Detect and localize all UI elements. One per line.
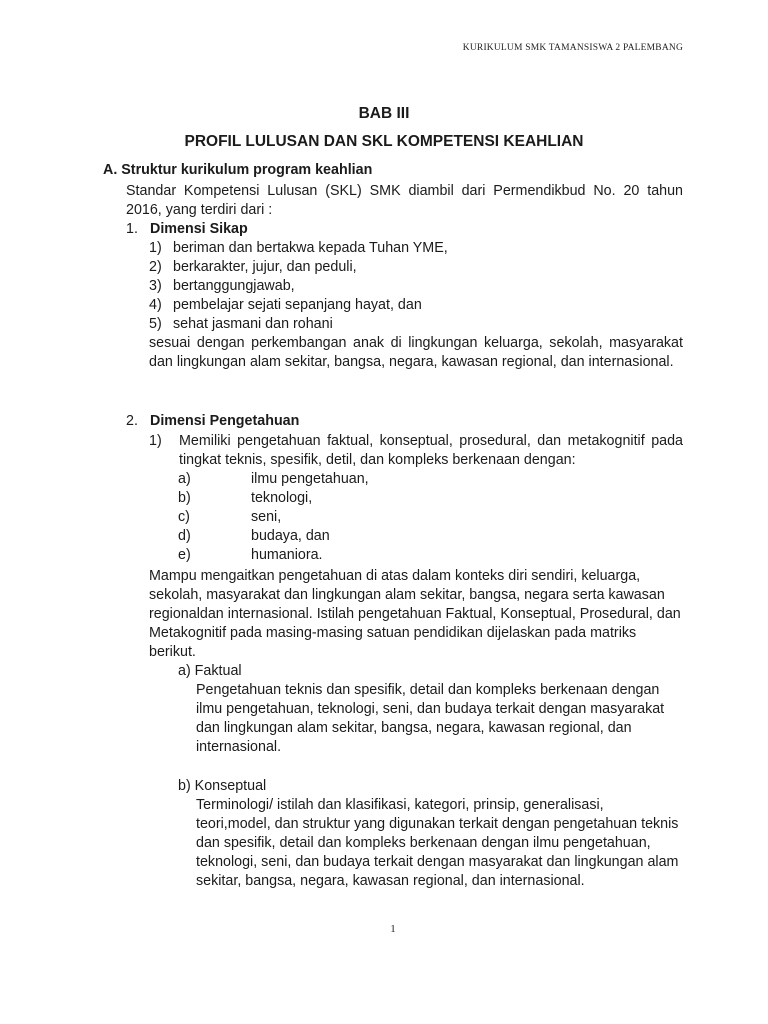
faktual-text: Pengetahuan teknis dan spesifik, detail dan kompleks berkenaan dengan ilmu pengetahuan, teknologi, seni, dan budaya terkait dengan masyarakat dan lingkungan alam sekitar, bangsa, negara, kawasan regional, dan internasional. — [196, 682, 665, 755]
knowledge-paragraph: Mampu mengaitkan pengetahuan di atas dalam konteks diri sendiri, keluarga, sekolah, masyarakat dan lingkungan alam sekitar, bangsa, negara serta kawasan regionaldan internasional. Istilah pengetahuan Faktual, Konseptual, Prosedural, dan Metakognitif pada masing-masing satuan pendidikan dijelaskan pada matriks berikut. — [149, 568, 681, 660]
item-text: berkarakter, jujur, dan peduli, — [173, 259, 357, 275]
item-number: 4) — [149, 297, 162, 313]
item-text: beriman dan bertakwa kepada Tuhan YME, — [173, 240, 448, 256]
item-text: pembelajar sejati sepanjang hayat, dan — [173, 297, 422, 313]
item-number: 1) — [149, 433, 162, 449]
sub-item — [178, 546, 478, 565]
sub-text: budaya, dan — [251, 528, 330, 544]
attitude-list — [149, 239, 683, 372]
item-text: Memiliki pengetahuan faktual, konseptual, prosedural, dan metakognitif pada tingkat teknis, spesifik, detil, dan kompleks berkenaan dengan: — [179, 433, 683, 468]
konseptual-heading: b) Konseptual — [178, 778, 267, 794]
sub-text: humaniora. — [251, 547, 323, 563]
sub-label: e) — [178, 547, 191, 563]
page-number: 1 — [390, 923, 396, 935]
sub-label: b) — [178, 490, 191, 506]
closing-paragraph: sesuai dengan perkembangan anak di lingkungan keluarga, sekolah, masyarakat dan lingkungan alam sekitar, bangsa, negara, kawasan regional, dan internasional. — [149, 335, 683, 370]
sub-item — [178, 470, 478, 489]
sub-list — [178, 470, 478, 565]
knowledge-item — [149, 432, 683, 470]
list-item — [149, 277, 683, 296]
item-number: 2) — [149, 259, 162, 275]
dimension-title: Dimensi Pengetahuan — [150, 413, 300, 429]
sub-text: seni, — [251, 509, 282, 525]
list-item — [149, 239, 683, 258]
intro-paragraph: Standar Kompetensi Lulusan (SKL) SMK diambil dari Permendikbud No. 20 tahun 2016, yang terdiri dari : — [126, 183, 683, 218]
list-item — [149, 258, 683, 277]
sub-label: a) — [178, 471, 191, 487]
section-heading: A. Struktur kurikulum program keahlian — [103, 162, 373, 178]
chapter-number: BAB III — [358, 105, 410, 122]
item-text: bertanggungjawab, — [173, 278, 295, 294]
dimension-heading — [126, 412, 299, 431]
sub-item — [178, 508, 478, 527]
dimension-title: Dimensi Sikap — [150, 221, 248, 237]
list-item — [149, 315, 683, 334]
dimension-number: 1. — [126, 221, 138, 237]
sub-label: c) — [178, 509, 190, 525]
sub-item — [178, 527, 478, 546]
item-number: 1) — [149, 240, 162, 256]
faktual-heading: a) Faktual — [178, 663, 242, 679]
sub-item — [178, 489, 478, 508]
chapter-title: PROFIL LULUSAN DAN SKL KOMPETENSI KEAHLIAN — [184, 133, 584, 150]
sub-label: d) — [178, 528, 191, 544]
running-header: KURIKULUM SMK TAMANSISWA 2 PALEMBANG — [462, 43, 683, 53]
konseptual-text: Terminologi/ istilah dan klasifikasi, kategori, prinsip, generalisasi, teori,model, dan struktur yang digunakan terkait dengan pengetahuan teknis dan spesifik, detail dan kompleks berkenaan dengan ilmu pengetahuan, teknologi, seni, dan budaya terkait dengan masyarakat dan lingkungan alam sekitar, bangsa, negara, kawasan regional, dan internasional. — [196, 797, 679, 889]
item-number: 3) — [149, 278, 162, 294]
sub-text: ilmu pengetahuan, — [251, 471, 369, 487]
item-text: sehat jasmani dan rohani — [173, 316, 333, 332]
dimension-heading — [126, 220, 248, 239]
list-item — [149, 296, 683, 315]
sub-text: teknologi, — [251, 490, 313, 506]
dimension-number: 2. — [126, 413, 138, 429]
item-number: 5) — [149, 316, 162, 332]
